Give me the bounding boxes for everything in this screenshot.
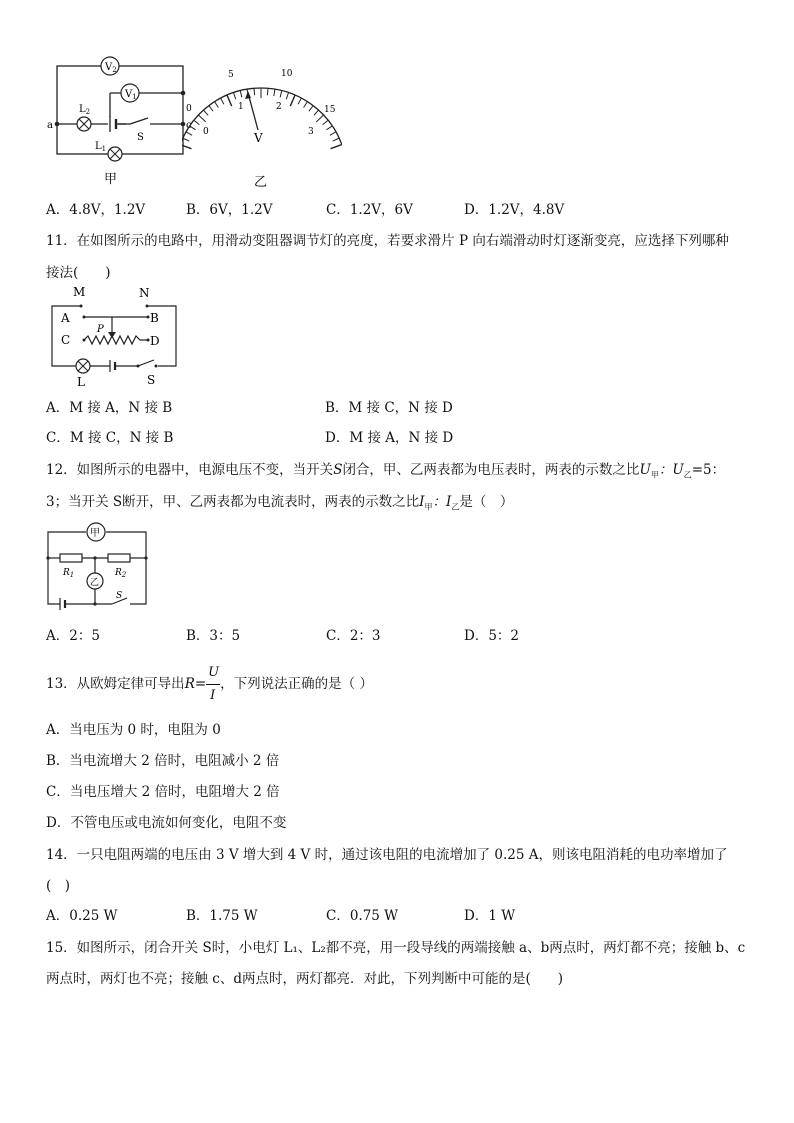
q10-voltmeter-dial xyxy=(182,62,342,190)
dial-tick xyxy=(314,110,319,115)
dial-tick xyxy=(254,88,255,95)
q11-stem-line1: 11．在如图所示的电路中，用滑动变阻器调节灯的亮度，若要求滑片 P 向右端滑动时灯逐渐变亮，应选择下列哪种 xyxy=(46,233,729,249)
dial-tick xyxy=(267,88,268,95)
dial-tick xyxy=(227,95,232,106)
q10-circuit-jia xyxy=(44,52,194,192)
dial-tick xyxy=(333,138,339,141)
dial-tick xyxy=(331,145,342,149)
dial-tick xyxy=(203,110,208,115)
dial-tick xyxy=(240,91,242,98)
q12-stem-line2: 3；当开关 S断开，甲、乙两表都为电流表时，两表的示数之比$I_甲$：$I_乙$是（ ） xyxy=(46,494,514,512)
dial-bottom-3: 3 xyxy=(308,127,314,137)
q11-rheostat-circuit xyxy=(44,284,184,392)
q12-fig-jia: 甲 xyxy=(90,528,100,539)
q11-option-b[interactable]: B．M 接 C，N 接 D xyxy=(325,400,453,416)
dial-tick xyxy=(290,95,295,106)
q12-stem-line1: 12．如图所示的电器中，电源电压不变，当开关S闭合，甲、乙两表都为电压表时，两表的示数之比$U_甲$：$U_乙=5$： xyxy=(46,462,726,480)
dial-top-10: 10 xyxy=(281,69,293,79)
dial-tick xyxy=(304,102,308,108)
q11-fig-n: N xyxy=(139,286,150,300)
dial-tick xyxy=(190,126,196,130)
q14-option-b[interactable]: B．1.75 W xyxy=(186,908,258,924)
fig10-label-c: c xyxy=(186,120,192,131)
dial-bottom-0: 0 xyxy=(203,127,209,137)
q13-option-b[interactable]: B．当电流增大 2 倍时，电阻减小 2 倍 xyxy=(46,753,280,769)
q11-fig-d: D xyxy=(150,334,160,348)
q15-stem-line2: 两点时，两灯也不亮；接触 c、d两点时，两灯都亮．对此，下列判断中可能的是( ) xyxy=(46,971,564,987)
q13-option-d[interactable]: D．不管电压或电流如何变化，电阻不变 xyxy=(46,815,287,831)
q11-fig-c: C xyxy=(61,333,71,347)
q12-fig-s: S xyxy=(116,591,123,601)
dial-needle-tip xyxy=(245,91,251,99)
q11-fig-b: B xyxy=(150,311,159,325)
q14-option-d[interactable]: D．1 W xyxy=(464,908,516,924)
dial-tick xyxy=(298,98,301,104)
q12-fig-r1: $R_1$ xyxy=(63,568,75,579)
q11-fig-l: L xyxy=(77,375,85,389)
fig10-label-v1: $V_1$ xyxy=(125,89,137,101)
q11-fig-a: A xyxy=(61,311,70,325)
dial-tick xyxy=(186,132,192,135)
fig10-label-jia: 甲 xyxy=(104,172,118,187)
dial-tick xyxy=(182,145,191,149)
dial-tick xyxy=(326,126,332,130)
fig10-label-v2: $V_2$ xyxy=(105,62,117,74)
fig10-label-s: S xyxy=(137,132,144,143)
dial-bottom-2: 2 xyxy=(276,102,282,112)
q10-option-d[interactable]: D．1.2V，4.8V xyxy=(464,202,565,218)
dial-tick xyxy=(221,98,224,104)
dial-needle-label: V xyxy=(254,131,263,145)
dial-top-15: 15 xyxy=(324,105,336,115)
q10-option-c[interactable]: C．1.2V，6V xyxy=(326,202,413,218)
dial-tick xyxy=(309,106,313,112)
q14-stem-line2: ( ) xyxy=(46,878,71,894)
q11-option-c[interactable]: C．M 接 C，N 接 B xyxy=(46,430,174,446)
dial-tick xyxy=(274,89,275,96)
dial-bottom-1: 1 xyxy=(238,102,244,112)
dial-tick xyxy=(233,93,235,100)
dial-tick xyxy=(286,93,288,100)
q14-option-a[interactable]: A．0.25 W xyxy=(46,908,118,924)
q12-fig-r2: $R_2$ xyxy=(115,568,127,579)
q10-option-a[interactable]: A．4.8V，1.2V xyxy=(46,202,146,218)
q13-option-c[interactable]: C．当电压增大 2 倍时，电阻增大 2 倍 xyxy=(46,784,280,800)
q11-fig-m: M xyxy=(73,285,86,299)
q13-fraction: $\frac{U}{I}$ xyxy=(208,664,220,703)
q12-option-b[interactable]: B．3：5 xyxy=(186,628,241,644)
dial-zero-top: 0 xyxy=(186,104,192,114)
dial-tick xyxy=(198,115,205,122)
q11-option-d[interactable]: D．M 接 A，N 接 D xyxy=(325,430,454,446)
fig10-label-l2: $L_2$ xyxy=(79,104,91,116)
q14-option-c[interactable]: C．0.75 W xyxy=(326,908,399,924)
q12-option-a[interactable]: A．2：5 xyxy=(46,628,100,644)
q12-option-c[interactable]: C．2：3 xyxy=(326,628,381,644)
dial-tick xyxy=(209,106,213,112)
dial-needle xyxy=(248,93,258,130)
dial-tick xyxy=(330,132,336,135)
q13-option-a[interactable]: A．当电压为 0 时，电阻为 0 xyxy=(46,722,221,738)
dial-tick xyxy=(316,115,323,122)
q11-option-a[interactable]: A．M 接 A，N 接 B xyxy=(46,400,173,416)
fig10-label-yi: 乙 xyxy=(254,175,268,190)
q13-stem: 13．从欧姆定律可导出R= $\frac{U}{I}$ ，下列说法正确的是（ ） xyxy=(46,664,373,703)
q12-circuit xyxy=(44,518,154,610)
q12-option-d[interactable]: D．5：2 xyxy=(464,628,520,644)
fig10-label-l1: $L_1$ xyxy=(95,141,107,153)
q14-stem-line1: 14．一只电阻两端的电压由 3 V 增大到 4 V 时，通过该电阻的电流增加了 0.25 A，则该电阻消耗的电功率增加了 xyxy=(46,847,728,863)
q12-fig-yi: 乙 xyxy=(90,578,100,588)
dial-tick xyxy=(194,120,199,124)
dial-tick xyxy=(215,102,219,108)
fig10-label-a: a xyxy=(47,120,53,131)
q11-fig-s: S xyxy=(147,373,156,387)
dial-top-5: 5 xyxy=(228,70,234,80)
q11-fig-p: P xyxy=(97,324,104,335)
q10-option-b[interactable]: B．6V，1.2V xyxy=(186,202,273,218)
q11-stem-line2: 接法( ) xyxy=(46,265,111,281)
dial-tick xyxy=(323,120,328,124)
dial-tick xyxy=(280,91,282,98)
dial-tick xyxy=(183,138,189,141)
q15-stem-line1: 15．如图所示，闭合开关 S时，小电灯 L₁、L₂都不亮，用一段导线的两端接触 a、b两点时，两灯都不亮；接触 b、c xyxy=(46,940,746,956)
